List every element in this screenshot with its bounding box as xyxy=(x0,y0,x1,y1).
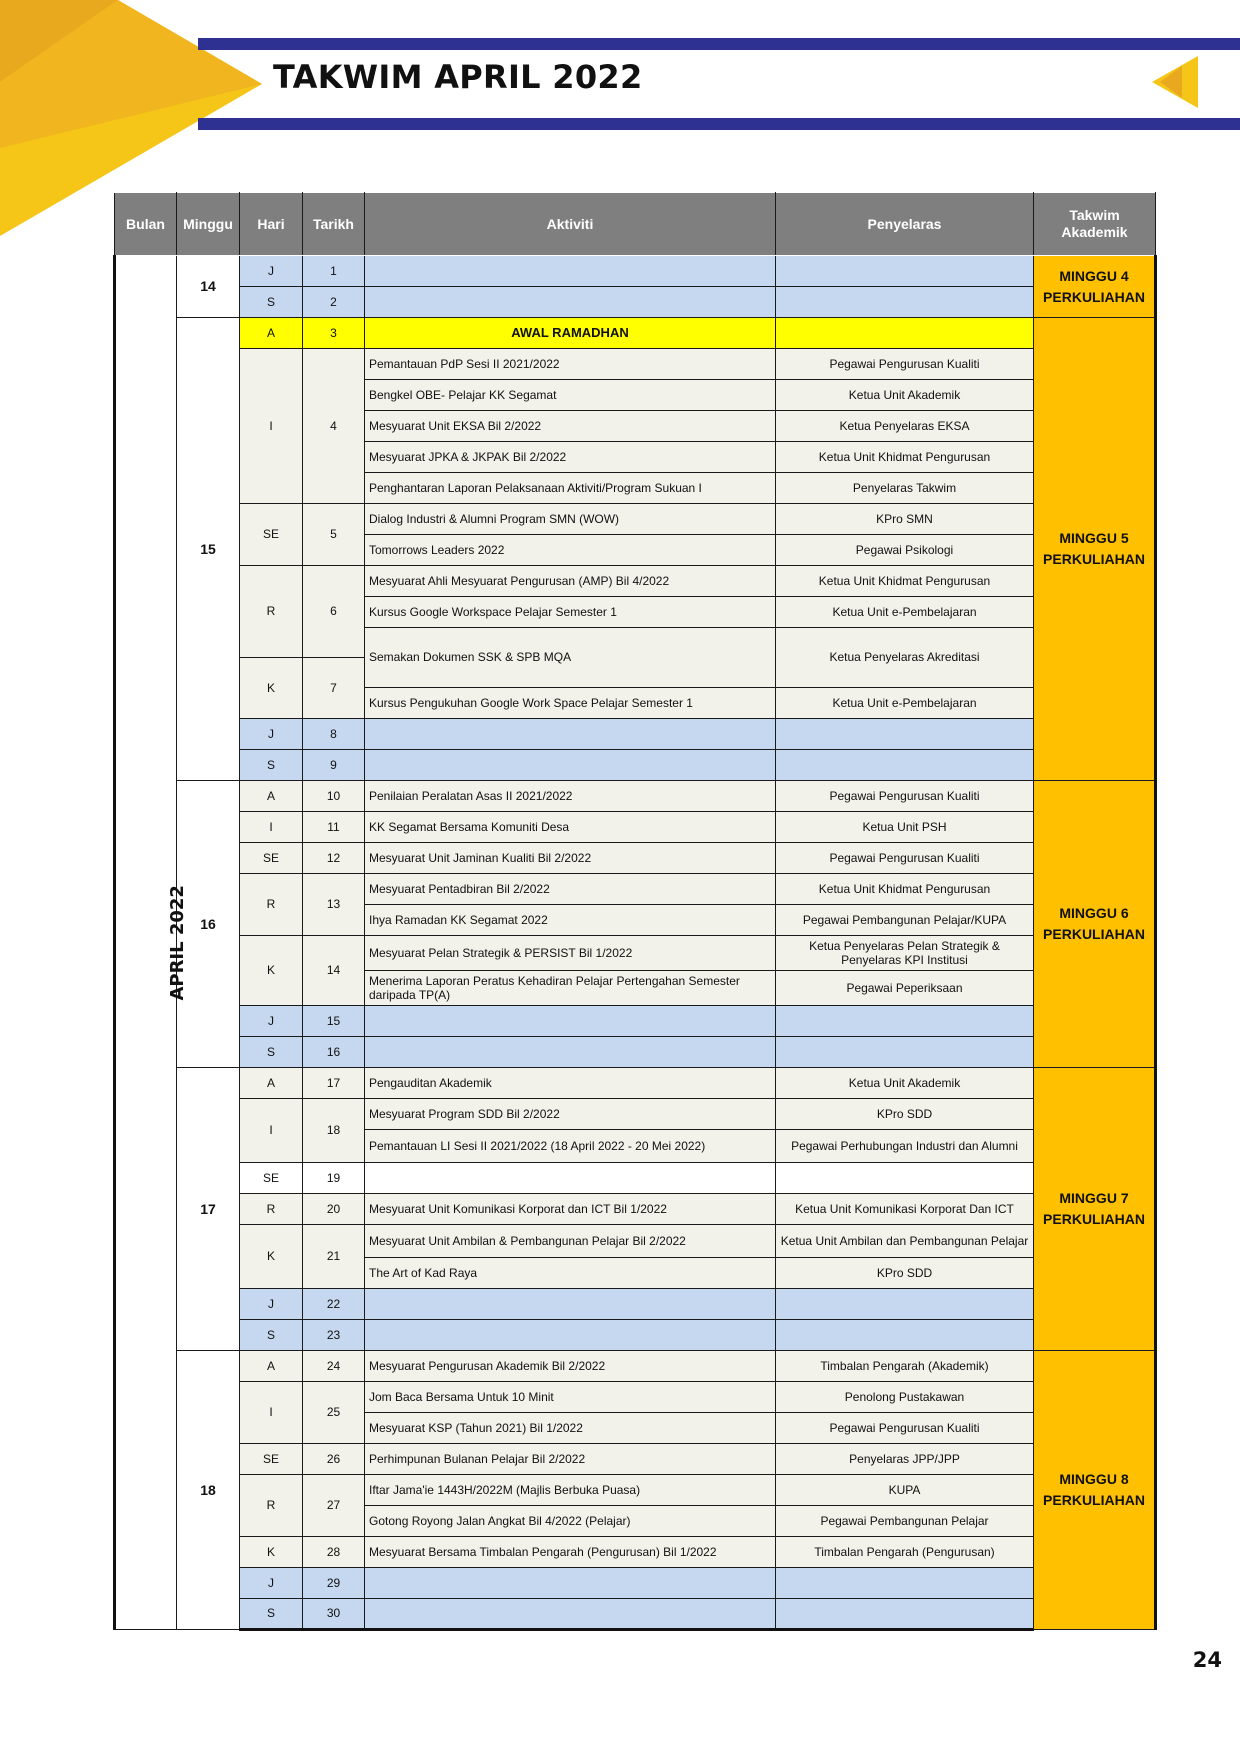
table-row xyxy=(115,1599,1156,1630)
day-cell: S xyxy=(240,1320,303,1351)
activity-cell: Bengkel OBE- Pelajar KK Segamat xyxy=(365,380,776,411)
week-number: 17 xyxy=(177,1068,240,1351)
day-cell: R xyxy=(240,1475,303,1537)
coordinator-cell xyxy=(776,1037,1034,1068)
date-cell: 15 xyxy=(303,1006,365,1037)
activity-cell xyxy=(365,1163,776,1194)
date-cell: 7 xyxy=(303,658,365,719)
coordinator-cell xyxy=(776,256,1034,287)
activity-cell: Mesyuarat JPKA & JKPAK Bil 2/2022 xyxy=(365,442,776,473)
date-cell: 23 xyxy=(303,1320,365,1351)
coordinator-cell: KPro SDD xyxy=(776,1099,1034,1130)
day-cell: J xyxy=(240,1006,303,1037)
activity-cell: Mesyuarat Ahli Mesyuarat Pengurusan (AMP) Bil 4/2022 xyxy=(365,566,776,597)
coordinator-cell: Pegawai Pembangunan Pelajar xyxy=(776,1506,1034,1537)
day-cell: K xyxy=(240,1225,303,1289)
table-row xyxy=(115,843,1156,874)
date-cell: 4 xyxy=(303,349,365,504)
activity-cell: Penghantaran Laporan Pelaksanaan Aktiviti/Program Sukuan I xyxy=(365,473,776,504)
activity-cell xyxy=(365,750,776,781)
day-cell: A xyxy=(240,318,303,349)
table-row xyxy=(115,566,1156,597)
table-header-row xyxy=(115,193,1156,256)
table-row xyxy=(115,750,1156,781)
activity-cell: Mesyuarat KSP (Tahun 2021) Bil 1/2022 xyxy=(365,1413,776,1444)
coordinator-cell xyxy=(776,1163,1034,1194)
coordinator-cell: Penolong Pustakawan xyxy=(776,1382,1034,1413)
header-penyelaras: Penyelaras xyxy=(776,193,1034,256)
activity-cell: Mesyuarat Pelan Strategik & PERSIST Bil 1/2022 xyxy=(365,936,776,971)
header-aktiviti: Aktiviti xyxy=(365,193,776,256)
day-cell: R xyxy=(240,1194,303,1225)
activity-cell xyxy=(365,1599,776,1630)
table-row xyxy=(115,936,1156,971)
table-row xyxy=(115,504,1156,535)
takwim-week-label: MINGGU 5 PERKULIAHAN xyxy=(1034,318,1156,781)
coordinator-cell: Ketua Penyelaras EKSA xyxy=(776,411,1034,442)
coordinator-cell xyxy=(776,719,1034,750)
activity-cell: Tomorrows Leaders 2022 xyxy=(365,535,776,566)
activity-cell xyxy=(365,1320,776,1351)
day-cell: J xyxy=(240,719,303,750)
activity-cell: Pengauditan Akademik xyxy=(365,1068,776,1099)
activity-cell: Kursus Pengukuhan Google Work Space Pelajar Semester 1 xyxy=(365,688,776,719)
day-cell: S xyxy=(240,1599,303,1630)
coordinator-cell: Timbalan Pengarah (Pengurusan) xyxy=(776,1537,1034,1568)
coordinator-cell: Ketua Unit Khidmat Pengurusan xyxy=(776,442,1034,473)
day-cell: A xyxy=(240,1351,303,1382)
table-row xyxy=(115,719,1156,750)
activity-cell: Pemantauan LI Sesi II 2021/2022 (18 April 2022 - 20 Mei 2022) xyxy=(365,1130,776,1163)
header-takwim-akademik: Takwim Akademik xyxy=(1034,193,1156,256)
header-hari: Hari xyxy=(240,193,303,256)
takwim-week-label: MINGGU 4 PERKULIAHAN xyxy=(1034,256,1156,318)
day-cell: K xyxy=(240,658,303,719)
table-row xyxy=(115,287,1156,318)
coordinator-cell: Penyelaras JPP/JPP xyxy=(776,1444,1034,1475)
day-cell: R xyxy=(240,566,303,658)
day-cell: I xyxy=(240,349,303,504)
date-cell: 29 xyxy=(303,1568,365,1599)
coordinator-cell: Timbalan Pengarah (Akademik) xyxy=(776,1351,1034,1382)
date-cell: 18 xyxy=(303,1099,365,1163)
coordinator-cell: Ketua Unit Akademik xyxy=(776,380,1034,411)
date-cell: 21 xyxy=(303,1225,365,1289)
header-bulan: Bulan xyxy=(115,193,177,256)
activity-cell xyxy=(365,719,776,750)
activity-cell: Dialog Industri & Alumni Program SMN (WOW) xyxy=(365,504,776,535)
table-row xyxy=(115,1475,1156,1506)
table-row xyxy=(115,1006,1156,1037)
day-cell: SE xyxy=(240,843,303,874)
day-cell: K xyxy=(240,936,303,1006)
table-row xyxy=(115,1351,1156,1382)
week-number: 15 xyxy=(177,318,240,781)
day-cell: K xyxy=(240,1537,303,1568)
date-cell: 12 xyxy=(303,843,365,874)
header-minggu: Minggu xyxy=(177,193,240,256)
activity-cell: Mesyuarat Unit Komunikasi Korporat dan ICT Bil 1/2022 xyxy=(365,1194,776,1225)
table-row xyxy=(115,1068,1156,1099)
month-label: APRIL 2022 xyxy=(166,884,188,1001)
date-cell: 27 xyxy=(303,1475,365,1537)
date-cell: 8 xyxy=(303,719,365,750)
right-arrow-ornament-inner xyxy=(1160,66,1182,98)
activity-cell: Penilaian Peralatan Asas II 2021/2022 xyxy=(365,781,776,812)
date-cell: 11 xyxy=(303,812,365,843)
activity-cell: Mesyuarat Program SDD Bil 2/2022 xyxy=(365,1099,776,1130)
day-cell: J xyxy=(240,256,303,287)
activity-cell: Jom Baca Bersama Untuk 10 Minit xyxy=(365,1382,776,1413)
day-cell: R xyxy=(240,874,303,936)
activity-cell: Menerima Laporan Peratus Kehadiran Pelajar Pertengahan Semester daripada TP(A) xyxy=(365,971,776,1006)
activity-cell: Mesyuarat Unit Jaminan Kualiti Bil 2/2022 xyxy=(365,843,776,874)
table-row xyxy=(115,256,1156,287)
activity-cell xyxy=(365,1289,776,1320)
table-row xyxy=(115,1568,1156,1599)
coordinator-cell: KUPA xyxy=(776,1475,1034,1506)
activity-cell: Perhimpunan Bulanan Pelajar Bil 2/2022 xyxy=(365,1444,776,1475)
activity-cell: Kursus Google Workspace Pelajar Semester 1 xyxy=(365,597,776,628)
coordinator-cell: Ketua Unit e-Pembelajaran xyxy=(776,688,1034,719)
activity-cell: Mesyuarat Unit Ambilan & Pembangunan Pelajar Bil 2/2022 xyxy=(365,1225,776,1258)
activity-cell xyxy=(365,1037,776,1068)
activity-cell xyxy=(365,1006,776,1037)
activity-cell: Iftar Jama'ie 1443H/2022M (Majlis Berbuka Puasa) xyxy=(365,1475,776,1506)
coordinator-cell: KPro SMN xyxy=(776,504,1034,535)
page-number: 24 xyxy=(1192,1648,1222,1672)
day-cell: S xyxy=(240,1037,303,1068)
activity-cell: Mesyuarat Bersama Timbalan Pengarah (Pengurusan) Bil 1/2022 xyxy=(365,1537,776,1568)
activity-cell: Ihya Ramadan KK Segamat 2022 xyxy=(365,905,776,936)
day-cell: I xyxy=(240,812,303,843)
table-row xyxy=(115,1289,1156,1320)
table-row xyxy=(115,1537,1156,1568)
coordinator-cell: KPro SDD xyxy=(776,1258,1034,1289)
coordinator-cell xyxy=(776,1568,1034,1599)
coordinator-cell xyxy=(776,1289,1034,1320)
coordinator-cell: Ketua Unit Ambilan dan Pembangunan Pelajar xyxy=(776,1225,1034,1258)
table-row xyxy=(115,874,1156,905)
activity-cell: Pemantauan PdP Sesi II 2021/2022 xyxy=(365,349,776,380)
coordinator-cell: Pegawai Pengurusan Kualiti xyxy=(776,1413,1034,1444)
coordinator-cell: Ketua Unit Khidmat Pengurusan xyxy=(776,566,1034,597)
date-cell: 17 xyxy=(303,1068,365,1099)
takwim-week-label: MINGGU 7 PERKULIAHAN xyxy=(1034,1068,1156,1351)
table-row xyxy=(115,1382,1156,1413)
table-row xyxy=(115,1320,1156,1351)
activity-cell: AWAL RAMADHAN xyxy=(365,318,776,349)
coordinator-cell: Ketua Penyelaras Akreditasi xyxy=(776,628,1034,688)
date-cell: 30 xyxy=(303,1599,365,1630)
activity-cell: Gotong Royong Jalan Angkat Bil 4/2022 (Pelajar) xyxy=(365,1506,776,1537)
date-cell: 26 xyxy=(303,1444,365,1475)
coordinator-cell: Ketua Unit Khidmat Pengurusan xyxy=(776,874,1034,905)
date-cell: 13 xyxy=(303,874,365,936)
takwim-week-label: MINGGU 6 PERKULIAHAN xyxy=(1034,781,1156,1068)
activity-cell xyxy=(365,1568,776,1599)
table-row xyxy=(115,1444,1156,1475)
coordinator-cell: Pegawai Pembangunan Pelajar/KUPA xyxy=(776,905,1034,936)
coordinator-cell: Pegawai Psikologi xyxy=(776,535,1034,566)
date-cell: 3 xyxy=(303,318,365,349)
date-cell: 25 xyxy=(303,1382,365,1444)
week-number: 18 xyxy=(177,1351,240,1630)
date-cell: 2 xyxy=(303,287,365,318)
table-row xyxy=(115,1163,1156,1194)
coordinator-cell: Ketua Unit PSH xyxy=(776,812,1034,843)
day-cell: I xyxy=(240,1382,303,1444)
activity-cell xyxy=(365,287,776,318)
header-tarikh: Tarikh xyxy=(303,193,365,256)
week-number: 14 xyxy=(177,256,240,318)
coordinator-cell xyxy=(776,287,1034,318)
day-cell: I xyxy=(240,1099,303,1163)
activity-cell xyxy=(365,256,776,287)
day-cell: SE xyxy=(240,1444,303,1475)
date-cell: 20 xyxy=(303,1194,365,1225)
coordinator-cell: Pegawai Perhubungan Industri dan Alumni xyxy=(776,1130,1034,1163)
day-cell: SE xyxy=(240,504,303,566)
activity-cell: Mesyuarat Pengurusan Akademik Bil 2/2022 xyxy=(365,1351,776,1382)
date-cell: 9 xyxy=(303,750,365,781)
coordinator-cell: Pegawai Pengurusan Kualiti xyxy=(776,781,1034,812)
coordinator-cell: Ketua Unit Akademik xyxy=(776,1068,1034,1099)
table-row xyxy=(115,318,1156,349)
coordinator-cell: Ketua Unit e-Pembelajaran xyxy=(776,597,1034,628)
table-row xyxy=(115,1099,1156,1130)
date-cell: 1 xyxy=(303,256,365,287)
table-row xyxy=(115,1225,1156,1258)
coordinator-cell xyxy=(776,318,1034,349)
day-cell: A xyxy=(240,781,303,812)
table-row xyxy=(115,1037,1156,1068)
coordinator-cell xyxy=(776,1006,1034,1037)
activity-cell: KK Segamat Bersama Komuniti Desa xyxy=(365,812,776,843)
date-cell: 14 xyxy=(303,936,365,1006)
date-cell: 28 xyxy=(303,1537,365,1568)
table-row xyxy=(115,781,1156,812)
date-cell: 5 xyxy=(303,504,365,566)
coordinator-cell: Penyelaras Takwim xyxy=(776,473,1034,504)
coordinator-cell xyxy=(776,1320,1034,1351)
date-cell: 10 xyxy=(303,781,365,812)
date-cell: 24 xyxy=(303,1351,365,1382)
bottom-blue-band xyxy=(198,118,1240,130)
day-cell: J xyxy=(240,1568,303,1599)
day-cell: A xyxy=(240,1068,303,1099)
day-cell: S xyxy=(240,287,303,318)
page-title: TAKWIM APRIL 2022 xyxy=(273,58,643,96)
table-row xyxy=(115,812,1156,843)
coordinator-cell: Ketua Penyelaras Pelan Strategik & Penyelaras KPI Institusi xyxy=(776,936,1034,971)
takwim-table xyxy=(113,192,1157,1631)
top-blue-band xyxy=(198,38,1240,50)
activity-cell: Mesyuarat Pentadbiran Bil 2/2022 xyxy=(365,874,776,905)
day-cell: S xyxy=(240,750,303,781)
table-row xyxy=(115,349,1156,380)
table-row xyxy=(115,1194,1156,1225)
day-cell: SE xyxy=(240,1163,303,1194)
activity-cell: The Art of Kad Raya xyxy=(365,1258,776,1289)
date-cell: 19 xyxy=(303,1163,365,1194)
week-number: 16 xyxy=(177,781,240,1068)
date-cell: 6 xyxy=(303,566,365,658)
month-cell xyxy=(115,256,188,1630)
coordinator-cell: Pegawai Pengurusan Kualiti xyxy=(776,843,1034,874)
coordinator-cell: Pegawai Peperiksaan xyxy=(776,971,1034,1006)
coordinator-cell xyxy=(776,1599,1034,1630)
date-cell: 22 xyxy=(303,1289,365,1320)
takwim-week-label: MINGGU 8 PERKULIAHAN xyxy=(1034,1351,1156,1630)
coordinator-cell: Pegawai Pengurusan Kualiti xyxy=(776,349,1034,380)
coordinator-cell xyxy=(776,750,1034,781)
date-cell: 16 xyxy=(303,1037,365,1068)
day-cell: J xyxy=(240,1289,303,1320)
activity-cell: Mesyuarat Unit EKSA Bil 2/2022 xyxy=(365,411,776,442)
activity-cell: Semakan Dokumen SSK & SPB MQA xyxy=(365,628,776,688)
coordinator-cell: Ketua Unit Komunikasi Korporat Dan ICT xyxy=(776,1194,1034,1225)
